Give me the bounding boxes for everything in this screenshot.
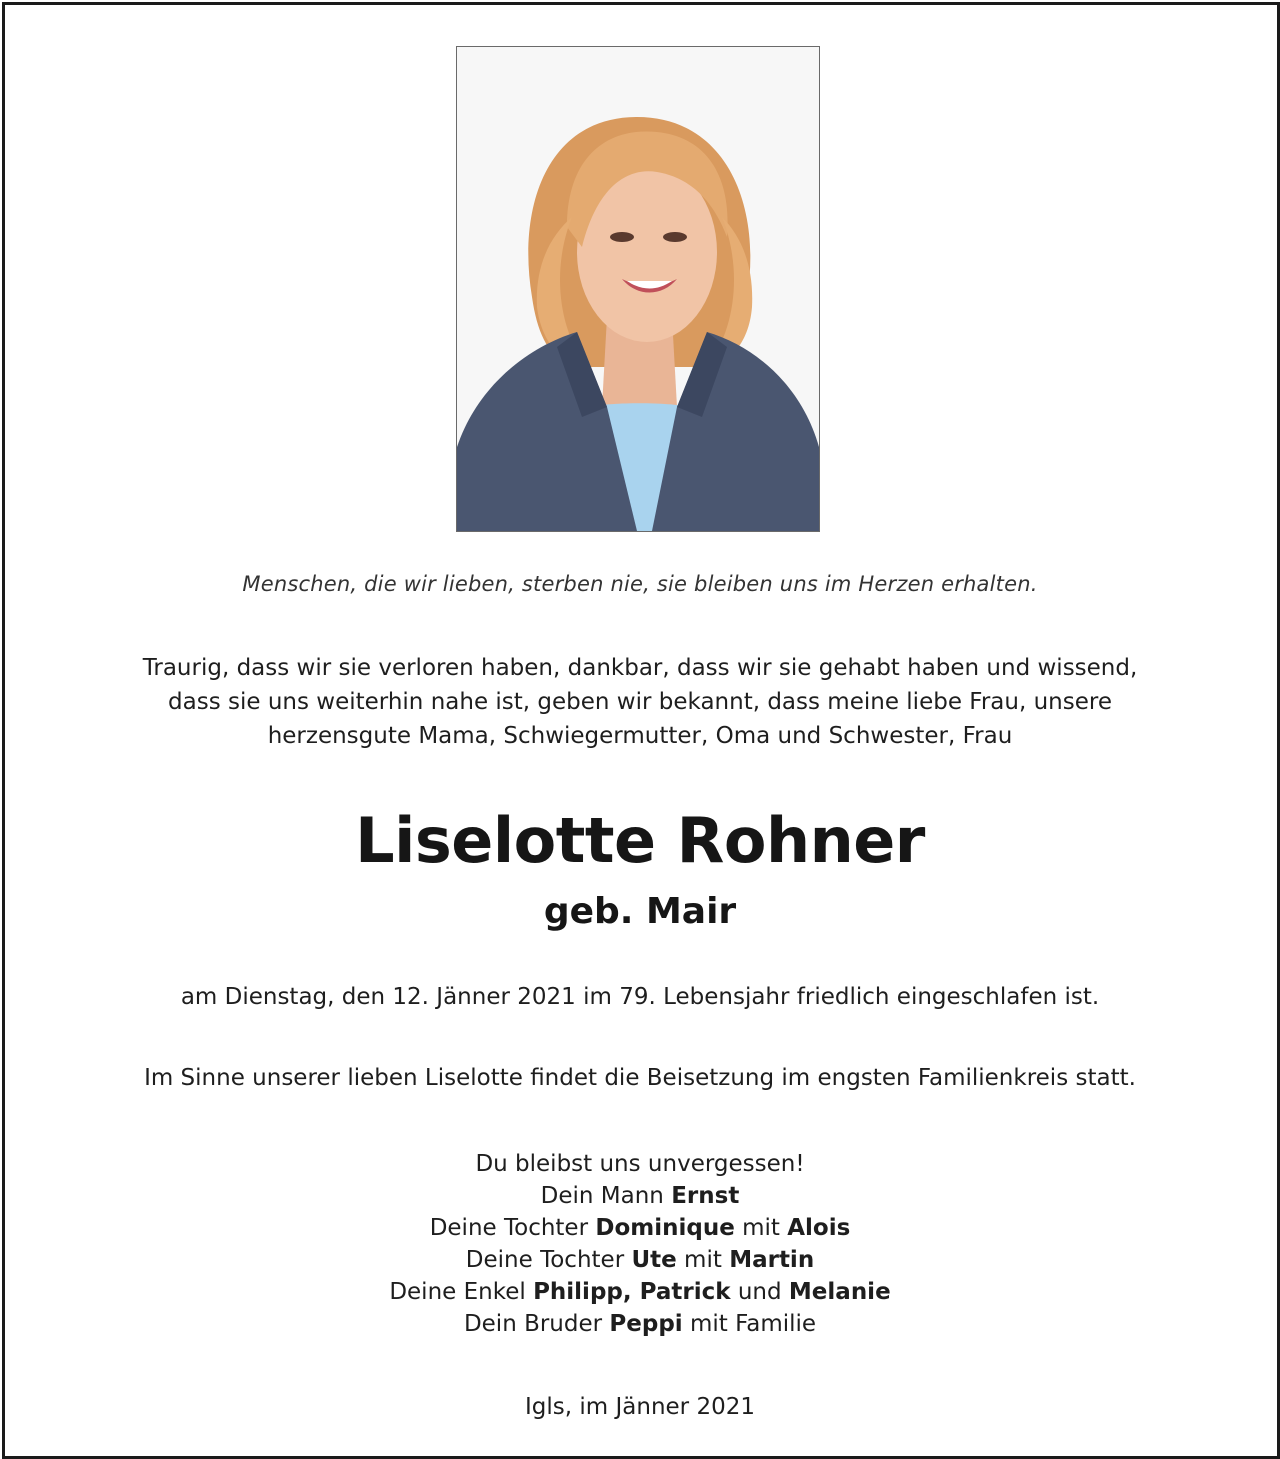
deceased-name: Liselotte Rohner — [355, 804, 925, 877]
intro-line: Traurig, dass wir sie verloren haben, dankbar, dass wir sie gehabt haben und wissend, — [142, 655, 1138, 681]
motto-quote: Menschen, die wir lieben, sterben nie, sie bleiben uns im Herzen erhalten. — [242, 572, 1038, 596]
portrait-illustration — [457, 47, 819, 531]
portrait-photo — [456, 46, 820, 532]
death-notice: am Dienstag, den 12. Jänner 2021 im 79. Lebensjahr friedlich eingeschlafen ist. — [180, 984, 1100, 1010]
intro-paragraph — [0, 651, 1280, 753]
farewell-line: Du bleibst uns unvergessen! — [475, 1151, 805, 1177]
intro-line: dass sie uns weiterhin nahe ist, geben wir bekannt, dass meine liebe Frau, unsere — [168, 689, 1112, 715]
mourner-line: Deine Tochter Ute mit Martin — [465, 1247, 815, 1273]
mourner-line: Dein Bruder Peppi mit Familie — [463, 1311, 817, 1337]
mourners-block — [0, 1148, 1280, 1340]
intro-line: herzensgute Mama, Schwiegermutter, Oma und Schwester, Frau — [267, 723, 1013, 749]
mourner-line: Deine Tochter Dominique mit Alois — [429, 1215, 851, 1241]
mourner-line: Dein Mann Ernst — [540, 1183, 740, 1209]
place-date: Igls, im Jänner 2021 — [525, 1394, 755, 1420]
birth-name: geb. Mair — [543, 891, 737, 932]
funeral-notice: Im Sinne unserer lieben Liselotte findet die Beisetzung im engsten Familienkreis statt. — [144, 1065, 1136, 1091]
mourner-line: Deine Enkel Philipp, Patrick und Melanie — [389, 1279, 891, 1305]
